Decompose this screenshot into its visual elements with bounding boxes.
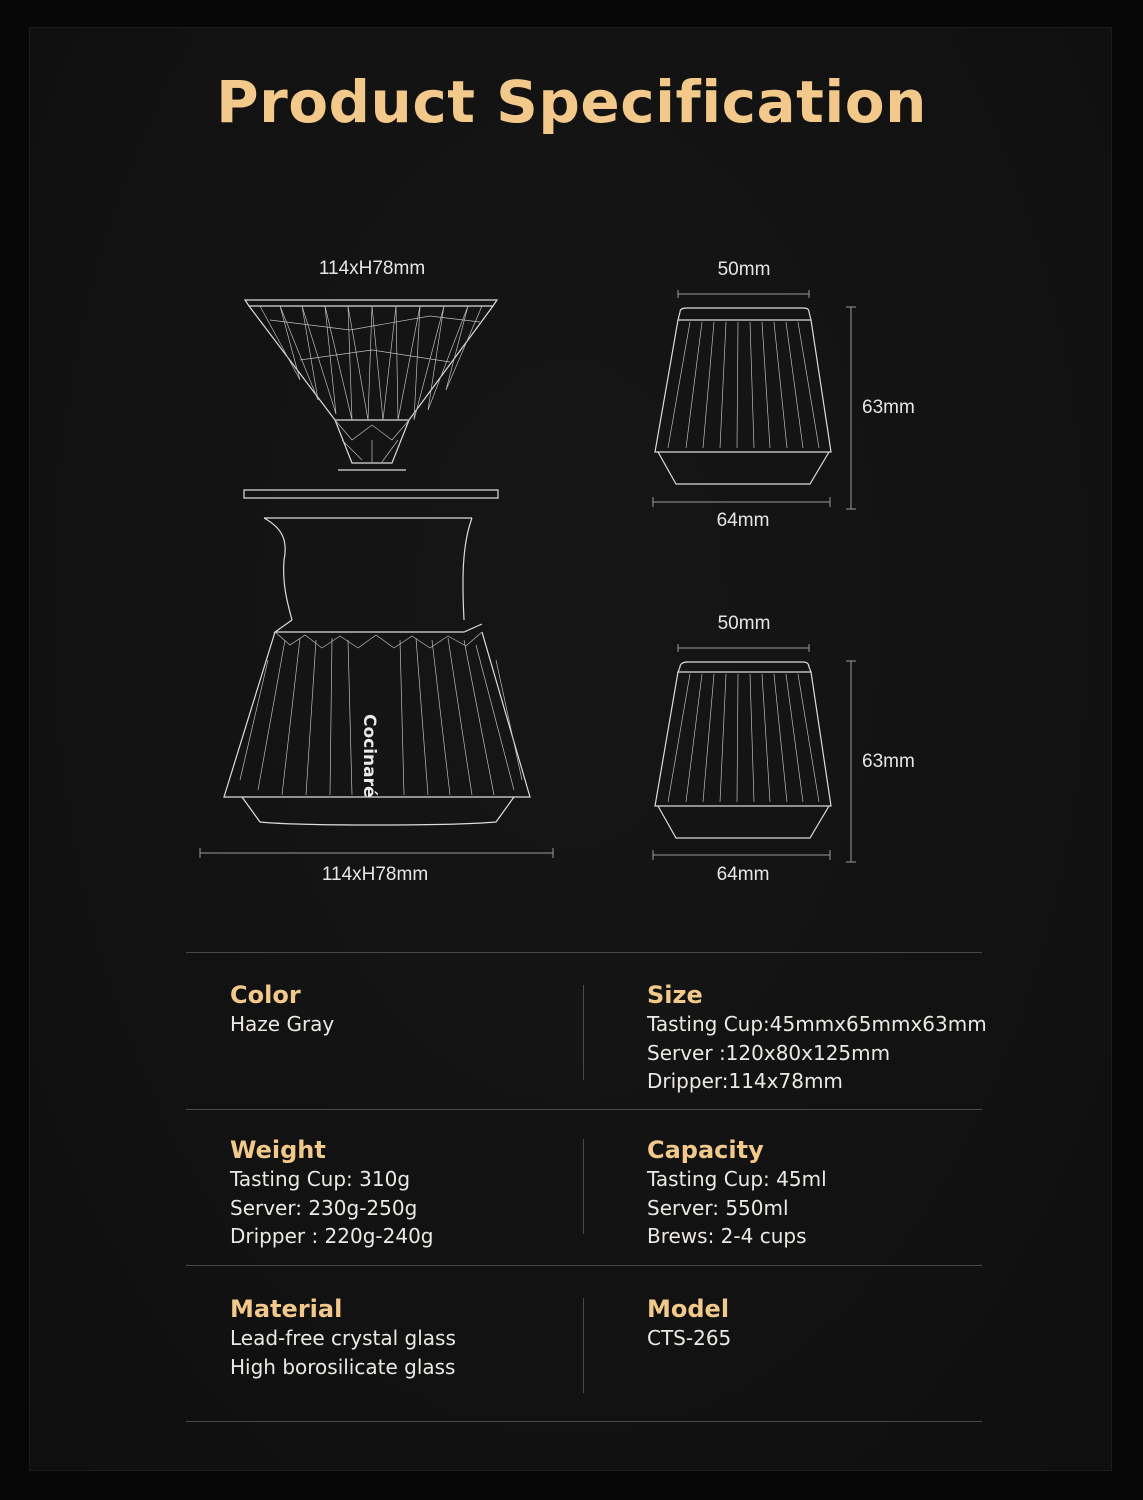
spec-color [230, 980, 334, 1039]
cup1-height-dimension-label: 63mm [862, 397, 915, 418]
spec-material-line: Lead-free crystal glass [230, 1326, 456, 1350]
cup1-top-dimension-label: 50mm [717, 259, 771, 280]
filter-plate [244, 490, 498, 498]
spec-model-value: CTS-265 [647, 1326, 732, 1350]
spec-weight-line: Tasting Cup: 310g [230, 1167, 411, 1191]
server-dimension-label: 114xH78mm [321, 864, 429, 885]
cup1-bottom-dimension-label: 64mm [716, 510, 770, 531]
spec-material-title: Material [230, 1295, 343, 1323]
spec-size-line: Dripper:114x78mm [647, 1069, 843, 1093]
spec-capacity-line: Brews: 2-4 cups [647, 1224, 807, 1248]
spec-size [647, 980, 987, 1096]
spec-weight-title: Weight [230, 1136, 326, 1164]
divider-top [186, 952, 982, 953]
spec-capacity-line: Tasting Cup: 45ml [647, 1167, 827, 1191]
tasting-cup-1-illustration [655, 308, 831, 484]
spec-material-line: High borosilicate glass [230, 1354, 456, 1379]
spec-weight-line: Server: 230g-250g [230, 1195, 418, 1220]
page-title: Product Specification [216, 68, 927, 136]
dripper-illustration [245, 300, 497, 470]
spec-size-title: Size [647, 981, 703, 1009]
divider-row-1 [186, 1109, 982, 1110]
brand-mark: Cocinaré [359, 714, 379, 798]
column-divider-2 [583, 1139, 584, 1234]
divider-bottom [186, 1421, 982, 1422]
dimension-lines [200, 290, 856, 862]
divider-row-2 [186, 1265, 982, 1266]
spec-model-title: Model [647, 1295, 730, 1323]
cup2-top-dimension-label: 50mm [717, 613, 771, 634]
spec-material [230, 1294, 456, 1381]
spec-size-line: Server :120x80x125mm [647, 1040, 891, 1065]
spec-color-value: Haze Gray [230, 1012, 335, 1036]
spec-capacity [647, 1135, 827, 1251]
spec-weight [230, 1135, 434, 1251]
tasting-cup-2-illustration [655, 662, 831, 838]
spec-weight-line: Dripper : 220g-240g [230, 1224, 434, 1248]
column-divider-3 [583, 1298, 584, 1393]
column-divider-1 [583, 985, 584, 1080]
cup2-height-dimension-label: 63mm [862, 751, 915, 772]
spec-size-line: Tasting Cup:45mmx65mmx63mm [647, 1012, 987, 1036]
cup2-bottom-dimension-label: 64mm [716, 864, 770, 885]
spec-model [647, 1294, 731, 1353]
spec-capacity-title: Capacity [647, 1136, 764, 1164]
spec-capacity-line: Server: 550ml [647, 1195, 789, 1220]
spec-color-title: Color [230, 981, 301, 1009]
dripper-dimension-label: 114xH78mm [318, 258, 426, 279]
